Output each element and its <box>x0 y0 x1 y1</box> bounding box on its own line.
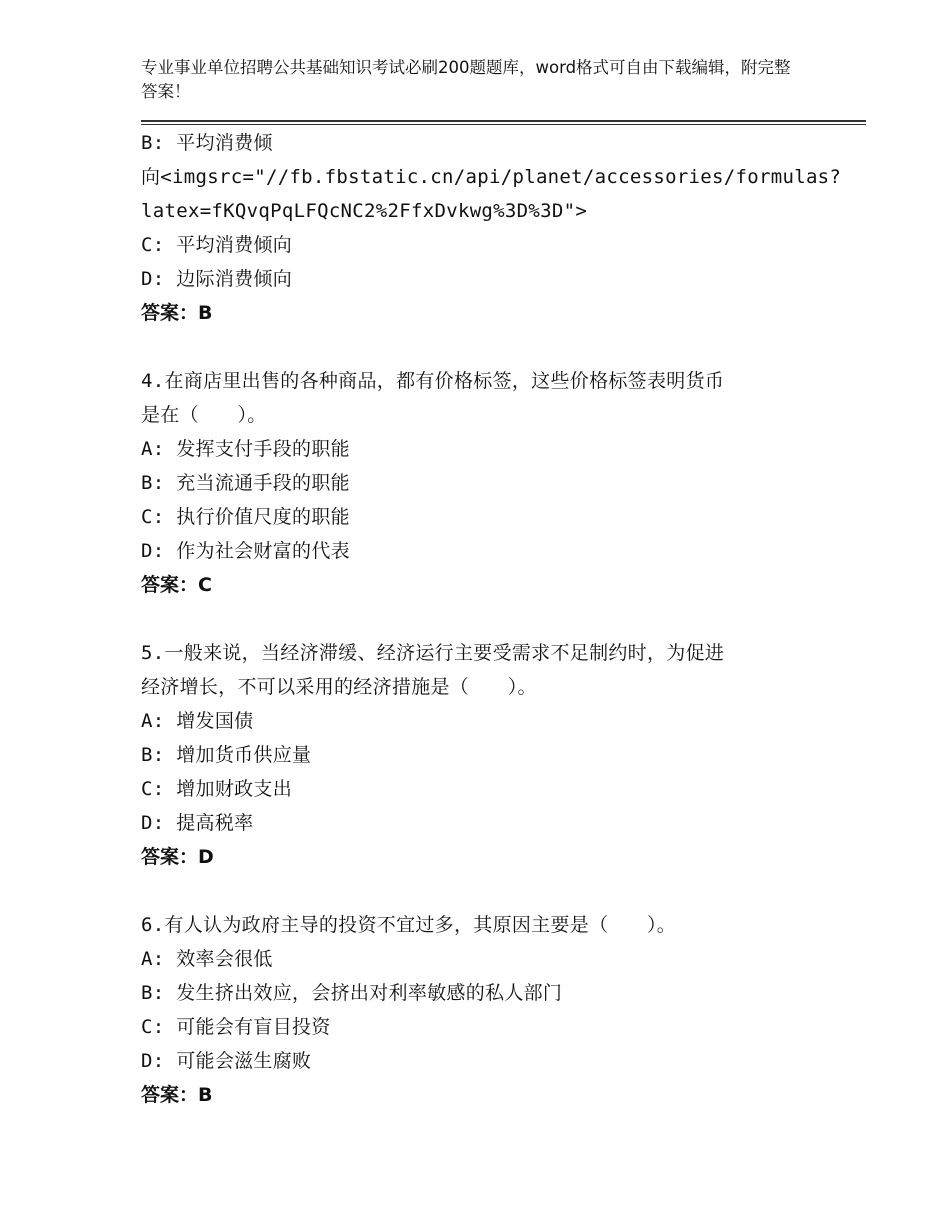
option-line: A: 发挥支付手段的职能 <box>141 438 350 460</box>
question-block-3-options <box>141 126 841 330</box>
question-text: 6.有人认为政府主导的投资不宜过多，其原因主要是（ ）。 <box>141 914 677 936</box>
option-line: 向<imgsrc="//fb.fbstatic.cn/api/planet/accessories/formulas? <box>141 166 842 188</box>
option-line: D: 提高税率 <box>141 812 254 834</box>
option-line: B: 平均消费倾 <box>141 132 273 154</box>
option-line: B: 发生挤出效应，会挤出对利率敏感的私人部门 <box>141 982 563 1004</box>
header-divider <box>141 120 866 125</box>
document-body <box>141 126 841 1112</box>
answer-label: 答案：D <box>141 846 214 868</box>
answer-label: 答案：B <box>141 302 213 324</box>
option-line: D: 可能会滋生腐败 <box>141 1050 312 1072</box>
question-block-5 <box>141 636 841 874</box>
spacer <box>141 330 841 364</box>
option-line: C: 执行价值尺度的职能 <box>141 506 350 528</box>
option-line: C: 可能会有盲目投资 <box>141 1016 331 1038</box>
question-text: 5.一般来说，当经济滞缓、经济运行主要受需求不足制约时，为促进 <box>141 642 725 664</box>
option-line: C: 平均消费倾向 <box>141 234 293 256</box>
option-line: A: 效率会很低 <box>141 948 273 970</box>
option-line: B: 增加货币供应量 <box>141 744 312 766</box>
answer-label: 答案：C <box>141 574 212 596</box>
spacer <box>141 602 841 636</box>
spacer <box>141 874 841 908</box>
question-block-6 <box>141 908 841 1112</box>
option-line: B: 充当流通手段的职能 <box>141 472 350 494</box>
option-line: latex=fKQvqPqLFQcNC2%2FfxDvkwg%3D%3D"> <box>141 200 588 222</box>
answer-label: 答案：B <box>141 1084 213 1106</box>
page-header: 专业事业单位招聘公共基础知识考试必刷200题题库，word格式可自由下载编辑，附完整答案！ <box>141 58 791 101</box>
question-text: 是在（ ）。 <box>141 404 267 426</box>
option-line: C: 增加财政支出 <box>141 778 293 800</box>
option-line: D: 边际消费倾向 <box>141 268 293 290</box>
question-text: 经济增长，不可以采用的经济措施是（ ）。 <box>141 676 537 698</box>
option-line: D: 作为社会财富的代表 <box>141 540 350 562</box>
option-line: A: 增发国债 <box>141 710 254 732</box>
question-text: 4.在商店里出售的各种商品，都有价格标签，这些价格标签表明货币 <box>141 370 725 392</box>
question-block-4 <box>141 364 841 602</box>
